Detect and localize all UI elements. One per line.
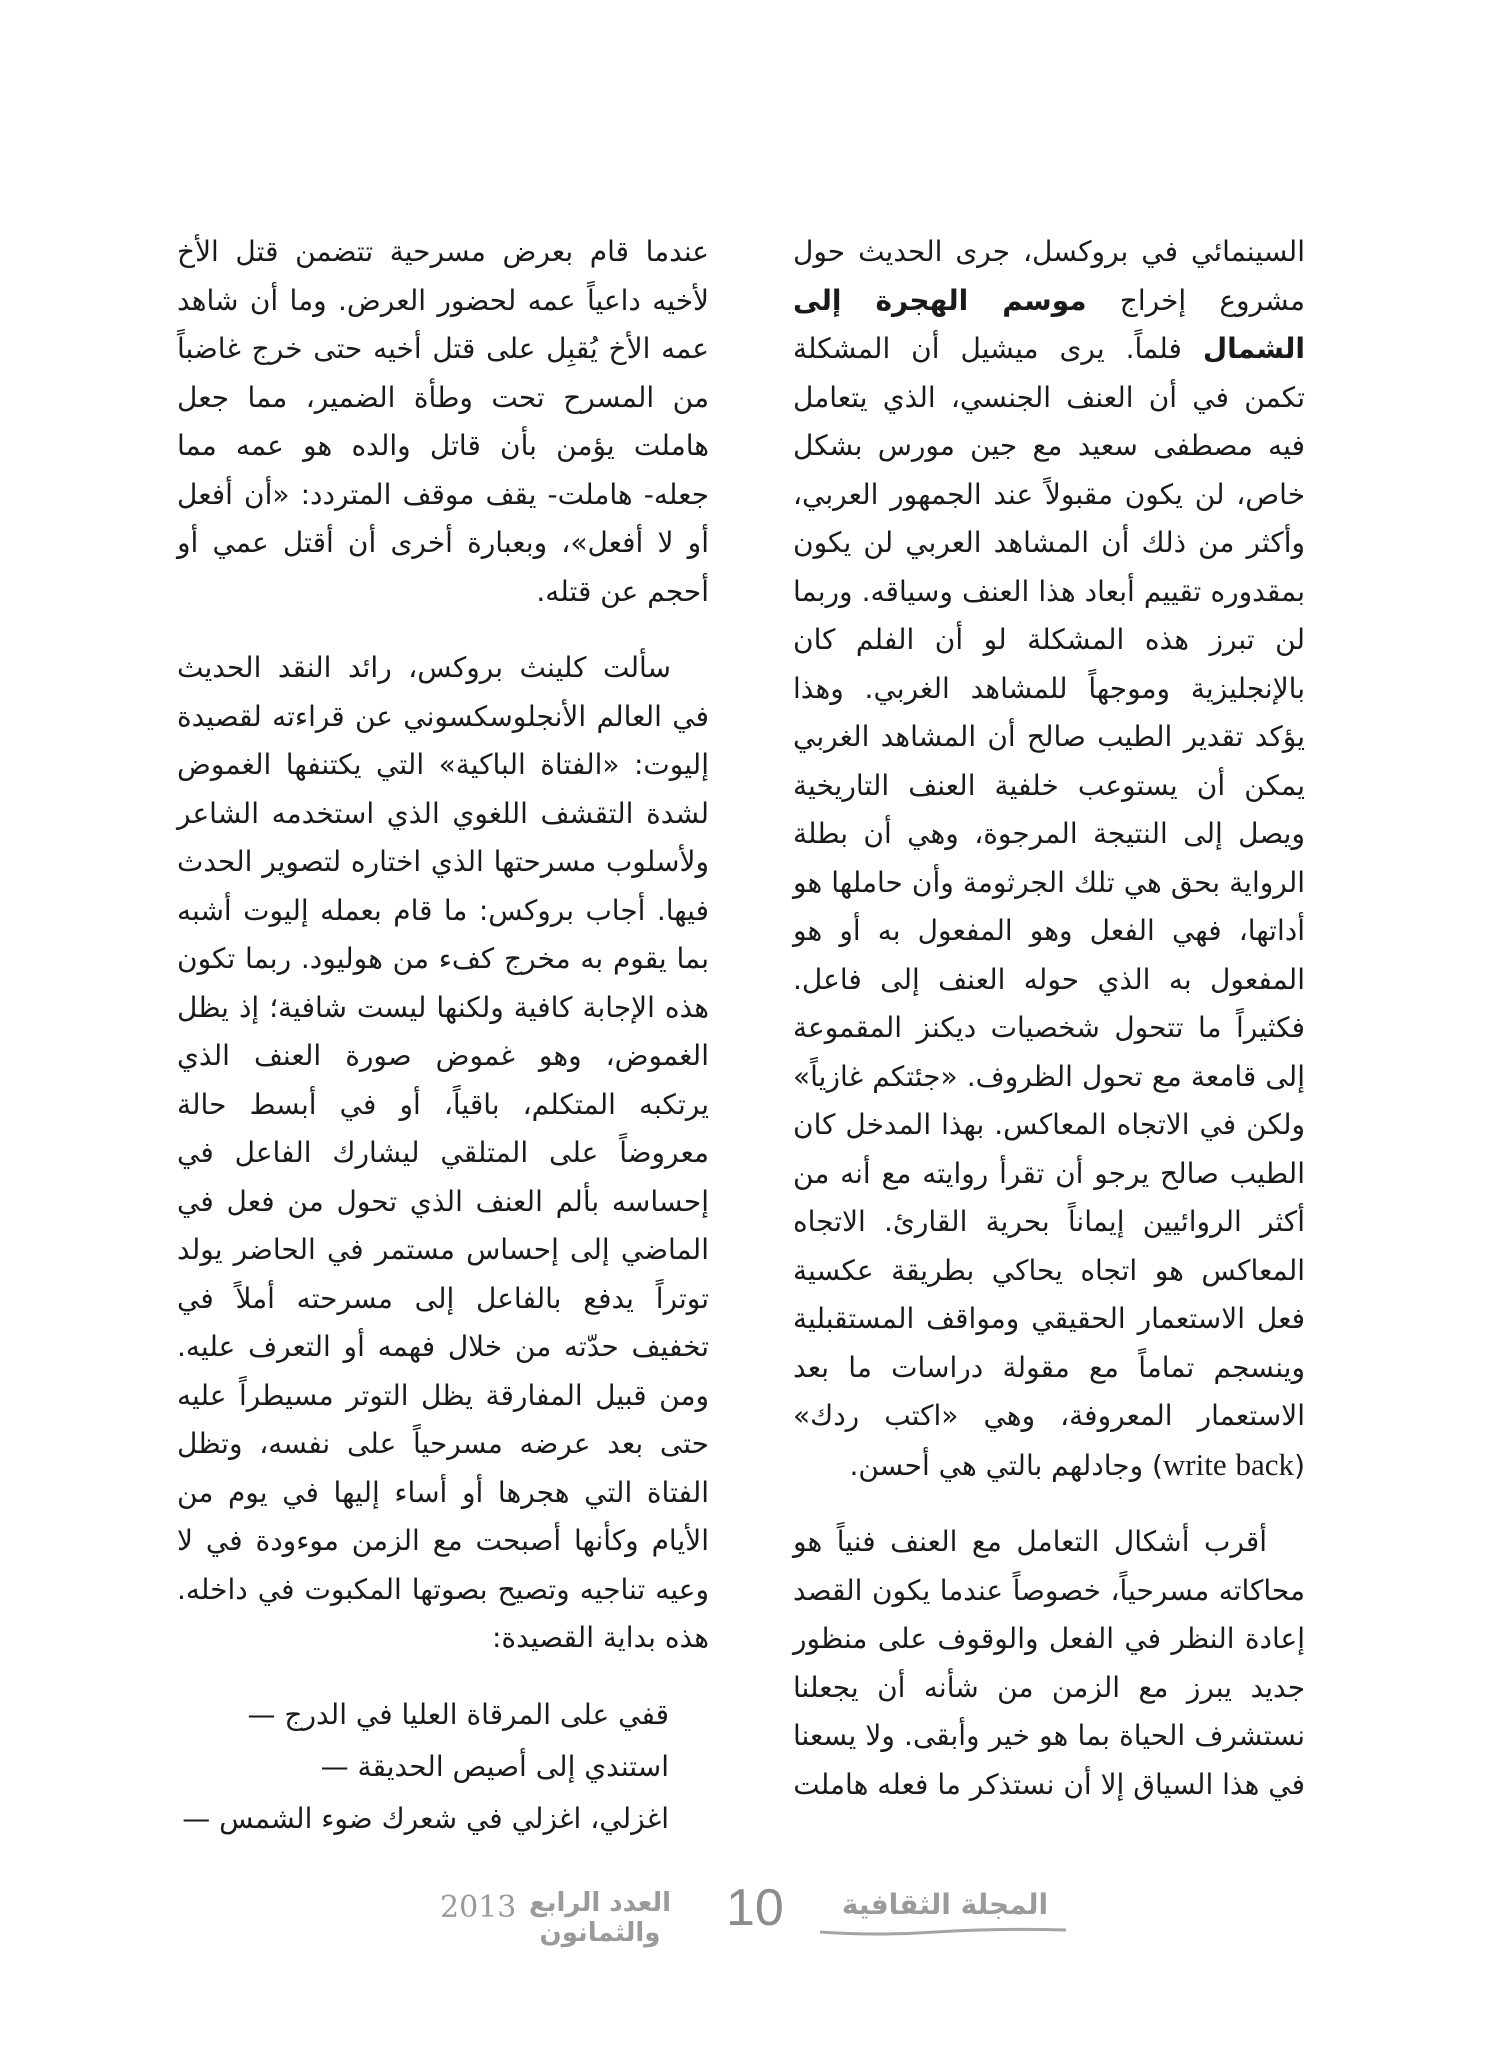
paragraph: سألت كلينث بروكس، رائد النقد الحديث في العالم الأنجلوسكسوني عن قراءته لقصيدة إليوت: «الفتاة الباكية» التي يكتنفها الغموض لشدة التقشف اللغوي الذي استخدمه الشاعر ولأسلوب مسرحتها الذي اختاره لتصوير الحدث فيها. أجاب بروكس: ما قام بعمله إليوت أشبه بما يقوم به مخرج كفء من هوليود. ربما تكون هذه الإجابة كافية ولكنها ليست شافية؛ إذ يظل الغموض، وهو غموض صورة العنف الذي يرتكبه المتكلم، باقياً، أو في أبسط حالة معروضاً على المتلقي ليشارك الفاعل في إحساسه بألم العنف الذي تحول من فعل في الماضي إلى إحساس مستمر في الحاضر يولد توتراً يدفع بالفاعل إلى مسرحته أملاً في تخفيف حدّته من خلال فهمه أو التعرف عليه. ومن قبيل المفارقة يظل التوتر مسيطراً عليه حتى بعد عرضه مسرحياً على نفسه، وتظل الفتاة التي هجرها أو أساء إليها في يوم من الأيام وكأنها أصبحت مع الزمن موءودة في لا وعيه تناجيه وتصيح بصوتها المكبوت في داخله. هذه بداية القصيدة: bbox=[177, 651, 709, 1654]
paragraph: أقرب أشكال التعامل مع العنف فنياً هو محاكاته مسرحياً، خصوصاً عندما يكون القصد إعادة النظر في الفعل والوقوف على منظور جديد يبرز مع الزمن من شأنه أن يجعلنا نستشرف الحياة بما هو خير وأبقى. ولا يسعنا في هذا السياق إلا أن نستذكر ما فعله هاملت bbox=[793, 1525, 1305, 1801]
page-number: 10 bbox=[726, 1879, 784, 1937]
issue-number: العدد الرابع والثمانون bbox=[528, 1888, 672, 1948]
magazine-logo-swoosh bbox=[816, 1918, 1074, 1938]
poem-line: قفي على المرقاة العليا في الدرج — bbox=[247, 1697, 669, 1731]
right-column bbox=[793, 228, 1305, 1809]
novel-title: موسم الهجرة إلى الشمال bbox=[793, 283, 1305, 365]
paragraph: السينمائي في بروكسل، جرى الحديث حول مشروع إخراج موسم الهجرة إلى الشمال فلماً. يرى ميشيل أن المشكلة تكمن في أن العنف الجنسي، الذي يتعامل فيه مصطفى سعيد مع جين مورس بشكل خاص، لن يكون مقبولاً عند الجمهور العربي، وأكثر من ذلك أن المشاهد العربي لن يكون بمقدوره تقييم أبعاد هذا العنف وسياقه. وربما لن تبرز هذه المشكلة لو أن الفلم كان بالإنجليزية وموجهاً للمشاهد الغربي. وهذا يؤكد تقدير الطيب صالح أن المشاهد الغربي يمكن أن يستوعب خلفية العنف التاريخية ويصل إلى النتيجة المرجوة، وهي أن بطلة الرواية بحق هي تلك الجرثومة وأن حاملها هو أداتها، فهي الفعل وهو المفعول به أو هو المفعول به الذي حوله العنف إلى فاعل. فكثيراً ما تتحول شخصيات ديكنز المقموعة إلى قامعة مع تحول الظروف. «جئتكم غازياً» ولكن في الاتجاه المعاكس. بهذا المدخل كان الطيب صالح يرجو أن تقرأ روايته مع أنه من أكثر الروائيين إيماناً بحرية القارئ. الاتجاه المعاكس هو اتجاه يحاكي بطريقة عكسية فعل الاستعمار الحقيقي ومواقف المستقبلية وينسجم تماماً مع مقولة دراسات ما بعد الاستعمار المعروفة، وهي «اكتب ردك» (write back) وجادلهم بالتي هي أحسن. bbox=[793, 235, 1305, 1482]
english-term: write bbox=[1162, 1446, 1227, 1482]
poem-line: استندي إلى أصيص الحديقة — bbox=[320, 1749, 669, 1783]
poem-line: اغزلي، اغزلي في شعرك ضوء الشمس — bbox=[182, 1801, 669, 1835]
english-term: back bbox=[1235, 1446, 1295, 1482]
issue-year: 2013 bbox=[440, 1890, 517, 1925]
poem-excerpt bbox=[177, 1689, 709, 1845]
page-footer bbox=[440, 1879, 1080, 1952]
paragraph: عندما قام بعرض مسرحية تتضمن قتل الأخ لأخيه داعياً عمه لحضور العرض. وما أن شاهد عمه الأخ يُقبِل على قتل أخيه حتى خرج غاضباً من المسرح تحت وطأة الضمير، مما جعل هاملت يؤمن بأن قاتل والده هو عمه مما جعله- هاملت- يقف موقف المتردد: «أن أفعل أو لا أفعل»، وبعبارة أخرى أن أقتل عمي أو أحجم عن قتله. bbox=[177, 235, 709, 608]
left-column bbox=[177, 228, 709, 1845]
magazine-name: المجلة الثقافية bbox=[841, 1888, 1049, 1921]
